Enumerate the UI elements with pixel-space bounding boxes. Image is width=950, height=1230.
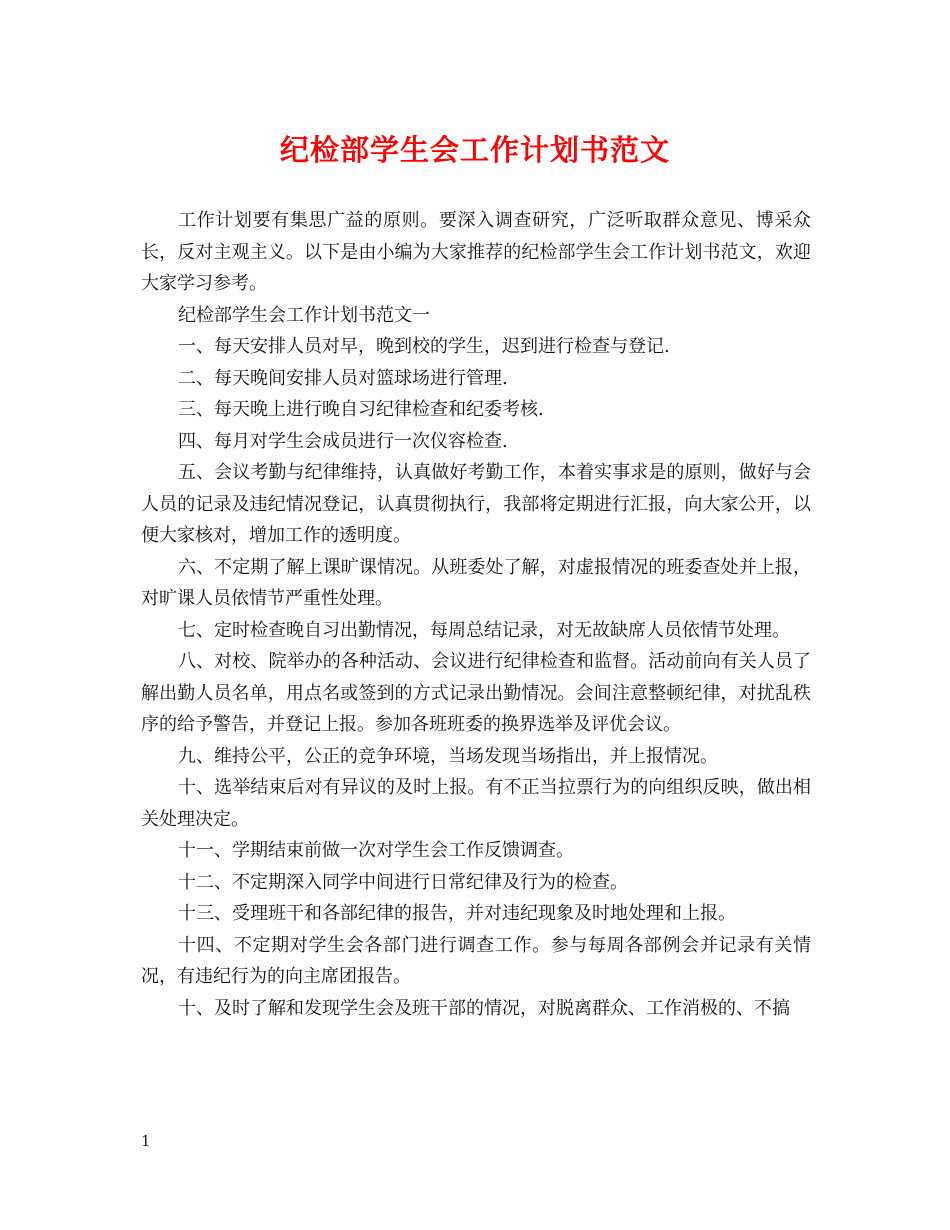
page-number: 1 xyxy=(141,1132,151,1150)
paragraph: 十、及时了解和发现学生会及班干部的情况，对脱离群众、工作消极的、不搞 xyxy=(178,997,790,1019)
paragraph: 十二、不定期深入同学中间进行日常纪律及行为的检查。 xyxy=(178,871,628,893)
paragraph: 九、维持公平，公正的竞争环境，当场发现当场指出，并上报情况。 xyxy=(178,745,718,767)
document-body xyxy=(141,205,811,1024)
document-title: 纪检部学生会工作计划书范文 xyxy=(279,133,670,167)
paragraph: 五、会议考勤与纪律维持，认真做好考勤工作，本着实事求是的原则，做好与会人员的记录及违纪情况登记，认真贯彻执行，我部将定期进行汇报，向大家公开，以便大家核对，增加工作的透明度。 xyxy=(141,462,811,546)
paragraph: 一、每天安排人员对早，晚到校的学生，迟到进行检查与登记. xyxy=(178,336,670,357)
paragraph: 二、每天晚间安排人员对篮球场进行管理. xyxy=(178,367,508,389)
paragraph: 四、每月对学生会成员进行一次仪容检查. xyxy=(178,430,508,452)
paragraph: 工作计划要有集思广益的原则。要深入调查研究，广泛听取群众意见、博采众长，反对主观主义。以下是由小编为大家推荐的纪检部学生会工作计划书范文，欢迎大家学习参考。 xyxy=(141,210,811,294)
paragraph: 十一、学期结束前做一次对学生会工作反馈调查。 xyxy=(178,840,574,861)
paragraph: 十四、不定期对学生会各部门进行调查工作。参与每周各部例会并记录有关情况，有违纪行为的向主席团报告。 xyxy=(141,934,811,987)
paragraph: 三、每天晚上进行晚自习纪律检查和纪委考核. xyxy=(178,399,544,420)
paragraph: 十三、受理班干和各部纪律的报告，并对违纪现象及时地处理和上报。 xyxy=(178,903,736,924)
paragraph: 十、选举结束后对有异议的及时上报。有不正当拉票行为的向组织反映，做出相关处理决定。 xyxy=(141,777,811,830)
paragraph: 八、对校、院举办的各种活动、会议进行纪律检查和监督。活动前向有关人员了解出勤人员名单，用点名或签到的方式记录出勤情况。会间注意整顿纪律，对扰乱秩序的给予警告，并登记上报。参加各班班委的换界选举及评优会议。 xyxy=(141,651,811,735)
paragraph: 纪检部学生会工作计划书范文一 xyxy=(178,304,430,326)
paragraph: 六、不定期了解上课旷课情况。从班委处了解，对虚报情况的班委查处并上报，对旷课人员依情节严重性处理。 xyxy=(141,556,811,609)
paragraph: 七、定时检查晚自习出勤情况，每周总结记录，对无故缺席人员依情节处理。 xyxy=(178,619,790,641)
